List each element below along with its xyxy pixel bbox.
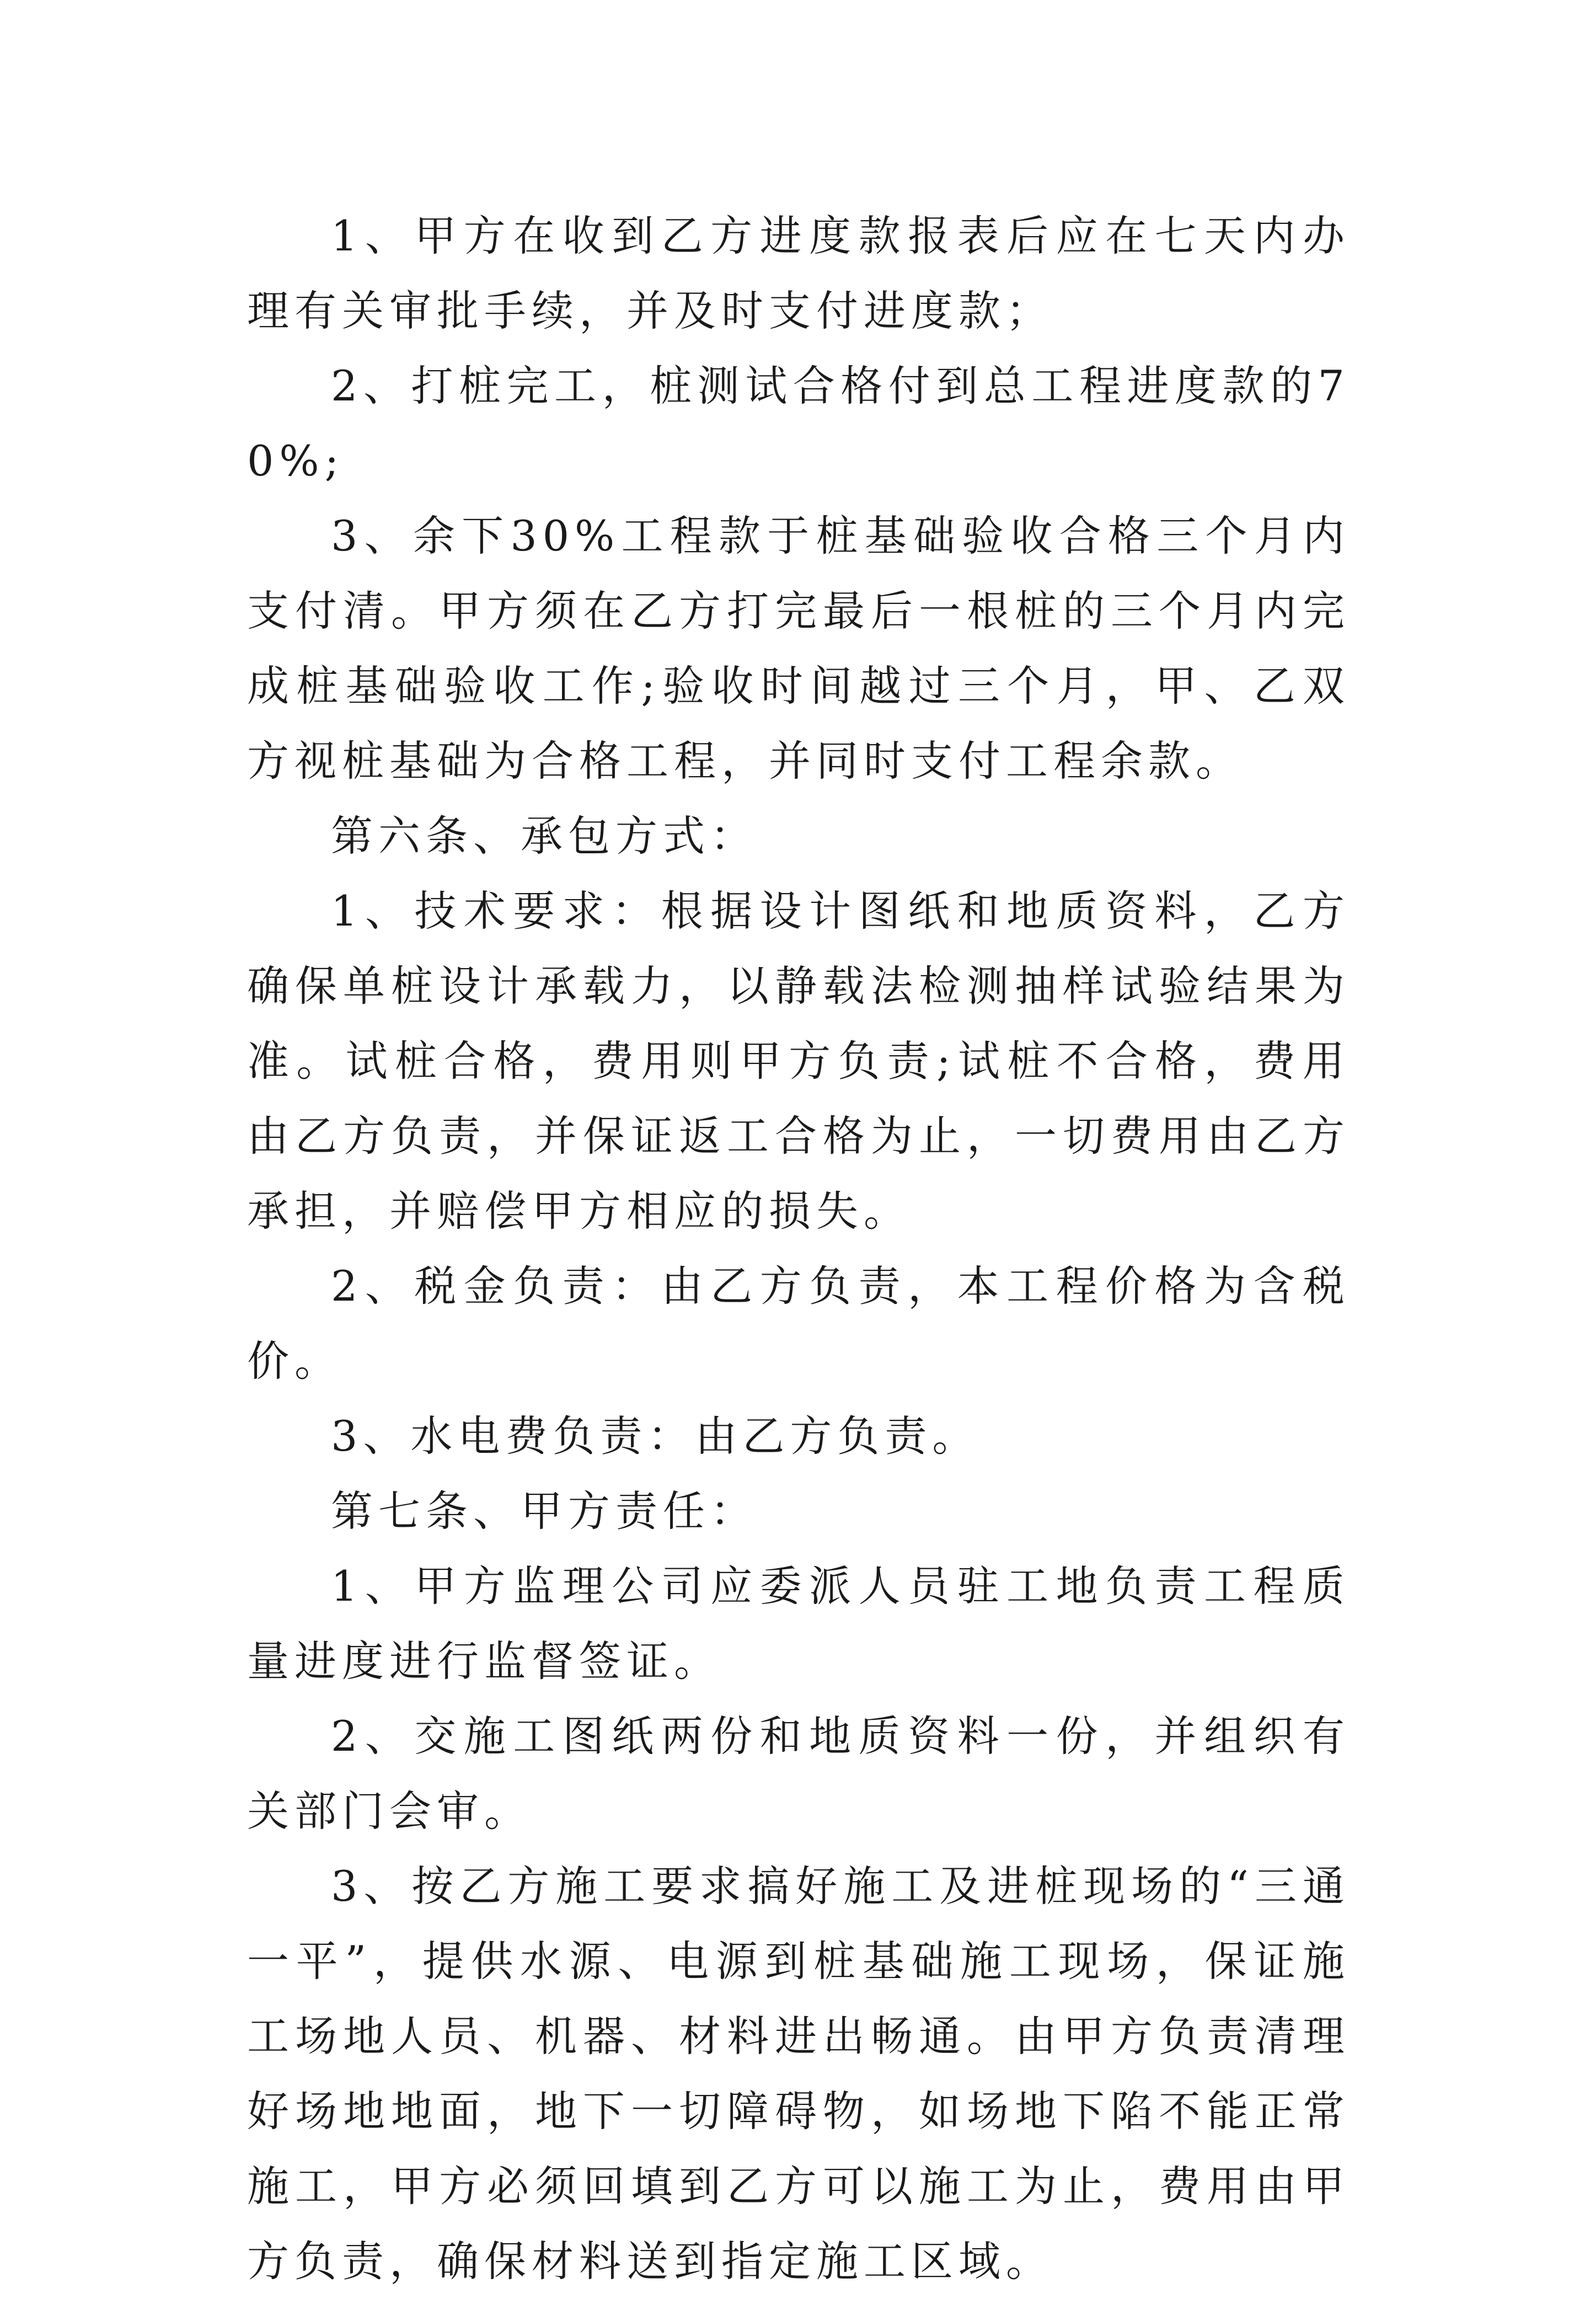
article-6-heading: 第六条、承包方式：	[331, 811, 758, 860]
paragraph-supervision: 1、甲方监理公司应委派人员驻工地负责工程质量进度进行监督签证。	[247, 1562, 1350, 1686]
paragraph-drawings: 2、交施工图纸两份和地质资料一份，并组织有关部门会审。	[247, 1712, 1350, 1836]
paragraph-tax: 2、税金负责：由乙方负责，本工程价格为含税价。	[247, 1261, 1350, 1386]
paragraph-utilities: 3、水电费负责：由乙方负责。	[331, 1412, 980, 1461]
paragraph-site-preparation: 3、按乙方施工要求搞好施工及进桩现场的“三通一平”，提供水源、电源到桩基础施工现场，保证施工场地人员、机器、材料进出畅通。由甲方负责清理好场地地面，地下一切障碍物，如场地下陷不能正常施工，甲方必须回填到乙方可以施工为止，费用由甲方负责，确保材料送到指定施工区域。	[247, 1862, 1350, 2286]
paragraph-remaining-payment: 3、余下30%工程款于桩基础验收合格三个月内支付清。甲方须在乙方打完最后一根桩的三个月内完成桩基础验收工作;验收时间越过三个月，甲、乙双方视桩基础为合格工程，并同时支付工程余款。	[247, 511, 1350, 785]
article-7-heading: 第七条、甲方责任：	[331, 1487, 758, 1536]
paragraph-payment-progress: 1、甲方在收到乙方进度款报表后应在七天内办理有关审批手续，并及时支付进度款；	[247, 211, 1350, 335]
paragraph-piling-completion: 2、打桩完工，桩测试合格付到总工程进度款的70%;	[247, 361, 1350, 485]
document-body	[247, 199, 1350, 2299]
paragraph-technical-requirements: 1、技术要求：根据设计图纸和地质资料，乙方确保单桩设计承载力，以静载法检测抽样试验结果为准。试桩合格，费用则甲方负责;试桩不合格，费用由乙方负责，并保证返工合格为止，一切费用由乙方承担，并赔偿甲方相应的损失。	[247, 886, 1350, 1236]
